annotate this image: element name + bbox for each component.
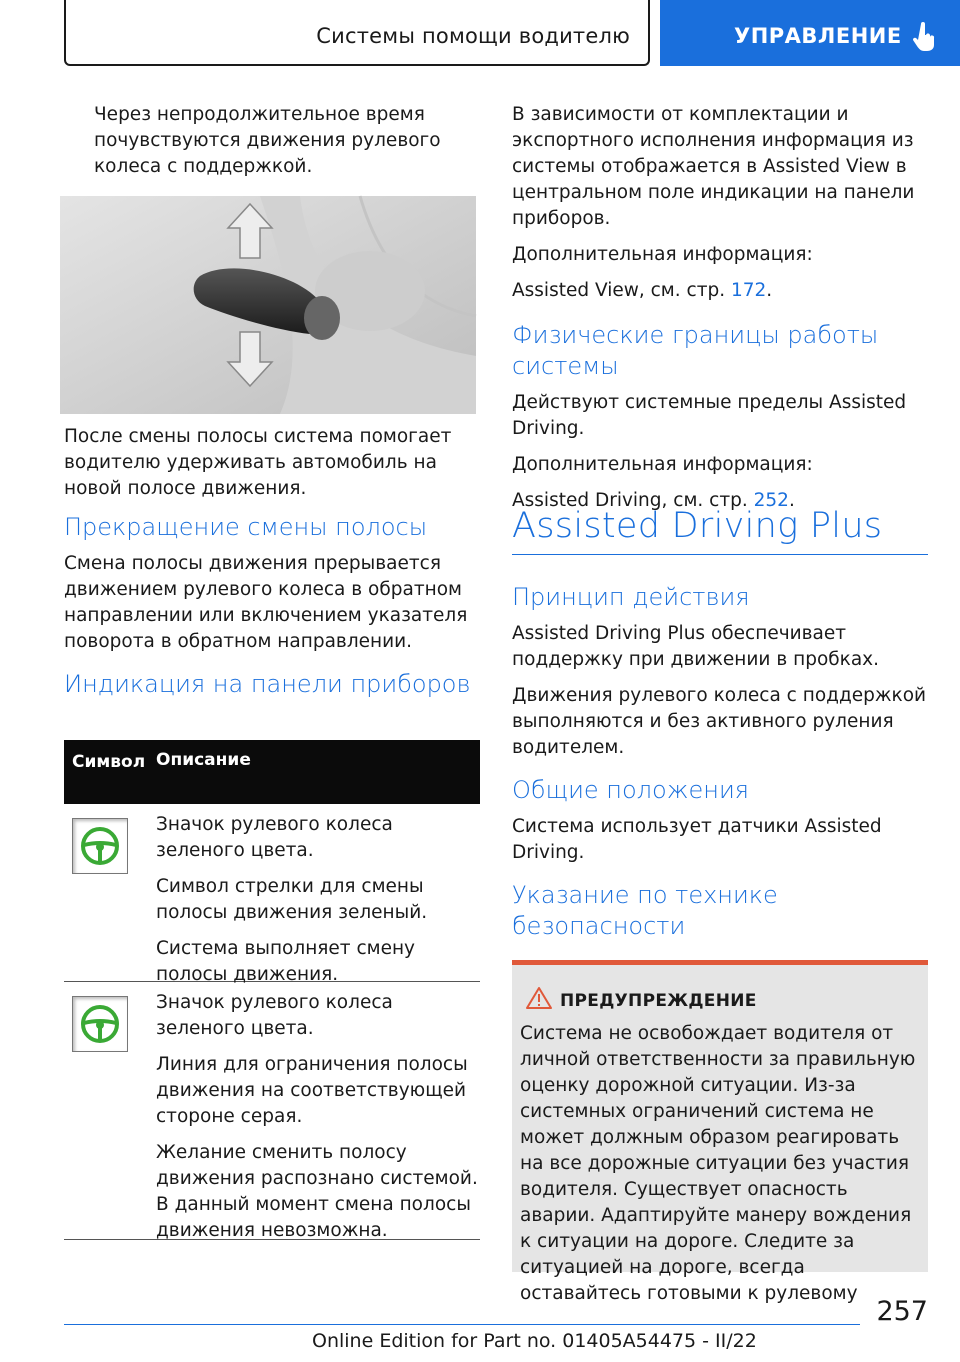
warning-text: Система не освобождает водителя от личной ответственности за правильную оценку дорожной ситуации. Из-за системных ограничений система не может должным образом реагировать на все дорожные ситуации без участия водителя. Существует опасность аварии. Адаптируйте манеру вождения к ситуации на дороге. Следите за ситуацией на дороге, всегда оставайтесь готовыми к рулевому	[520, 1023, 916, 1304]
heading-safety: Указание по технике безопасности	[512, 881, 778, 940]
warning-box	[512, 960, 928, 1304]
heading-rule	[512, 554, 928, 555]
table-row	[64, 982, 480, 1240]
heading-physical-limits: Физические границы работы системы	[512, 321, 879, 380]
right-p1: В зависимости от комплектации и экспортного исполнения информация из системы отображается в Assisted View в центральном поле индикации на панели приборов.	[512, 104, 915, 229]
header-description: Описание	[156, 750, 251, 770]
heading-principle: Принцип действия	[512, 583, 750, 611]
hand-pointer-icon	[912, 22, 936, 52]
steering-column-lever-figure	[60, 196, 476, 414]
row2-line1: Значок рулевого колеса зеленого цвета.	[156, 992, 393, 1039]
row1-line3: Система выполняет смену полосы движения.	[156, 938, 416, 985]
after-figure-paragraph: После смены полосы система помогает водителю удерживать автомобиль на новой полосе движения.	[64, 426, 452, 499]
symbol-table	[64, 740, 480, 1240]
page-link-252[interactable]: 252	[753, 490, 789, 511]
footer-rule	[64, 1324, 860, 1325]
right-p3: Assisted View, см. стр. 172.	[512, 280, 773, 301]
section-title: Системы помощи водителю	[316, 24, 630, 48]
row2-line2: Линия для ограничения полосы движения на соответствующей стороне серая.	[156, 1054, 468, 1127]
table-header	[64, 740, 480, 804]
row1-line1: Значок рулевого колеса зеленого цвета.	[156, 814, 393, 861]
page-number: 257	[876, 1296, 928, 1327]
row1-line2: Символ стрелки для смены полосы движения зеленый.	[156, 876, 428, 923]
tab-label: УПРАВЛЕНИЕ	[734, 24, 902, 48]
steering-wheel-green-icon	[72, 996, 128, 1052]
heading-general: Общие положения	[512, 776, 749, 804]
intro-paragraph: Через непродолжительное время почувствуются движения рулевого колеса с поддержкой.	[94, 104, 441, 177]
header-section-box	[64, 0, 650, 66]
steering-wheel-green-icon	[72, 818, 128, 874]
row2-line3: Желание сменить полосу движения распознано системой. В данный момент смена полосы движения невозможна.	[156, 1142, 478, 1241]
lever-illustration	[60, 196, 476, 414]
right-p6: Assisted Driving, см. стр. 252.	[512, 490, 795, 511]
heading-assisted-driving-plus: Assisted Driving Plus	[512, 506, 883, 546]
right-p8: Движения рулевого колеса с поддержкой выполняются и без активного руления водителем.	[512, 685, 927, 758]
table-row	[64, 804, 480, 985]
cancel-paragraph: Смена полосы движения прерывается движением рулевого колеса в обратном направлении или включением указателя поворота в обратном направлении.	[64, 553, 468, 652]
right-p5: Дополнительная информация:	[512, 454, 813, 475]
warning-title: ПРЕДУПРЕЖДЕНИЕ	[560, 991, 757, 1011]
right-p4: Действуют системные пределы Assisted Driving.	[512, 392, 907, 439]
page-link-172[interactable]: 172	[730, 280, 767, 301]
heading-cancel-lane-change: Прекращение смены полосы	[64, 513, 428, 541]
heading-instrument-display: Индикация на панели приборов	[64, 670, 471, 698]
header-symbol: Символ	[72, 752, 146, 772]
tab-upravlenie[interactable]	[660, 0, 960, 66]
warning-triangle-icon	[526, 987, 552, 1009]
right-p9: Система использует датчики Assisted Driving.	[512, 816, 882, 863]
right-p2: Дополнительная информация:	[512, 244, 813, 265]
right-p7: Assisted Driving Plus обеспечивает поддержку при движении в пробках.	[512, 623, 880, 670]
footer-edition: Online Edition for Part no. 01405A54475 - II/22	[312, 1330, 757, 1352]
